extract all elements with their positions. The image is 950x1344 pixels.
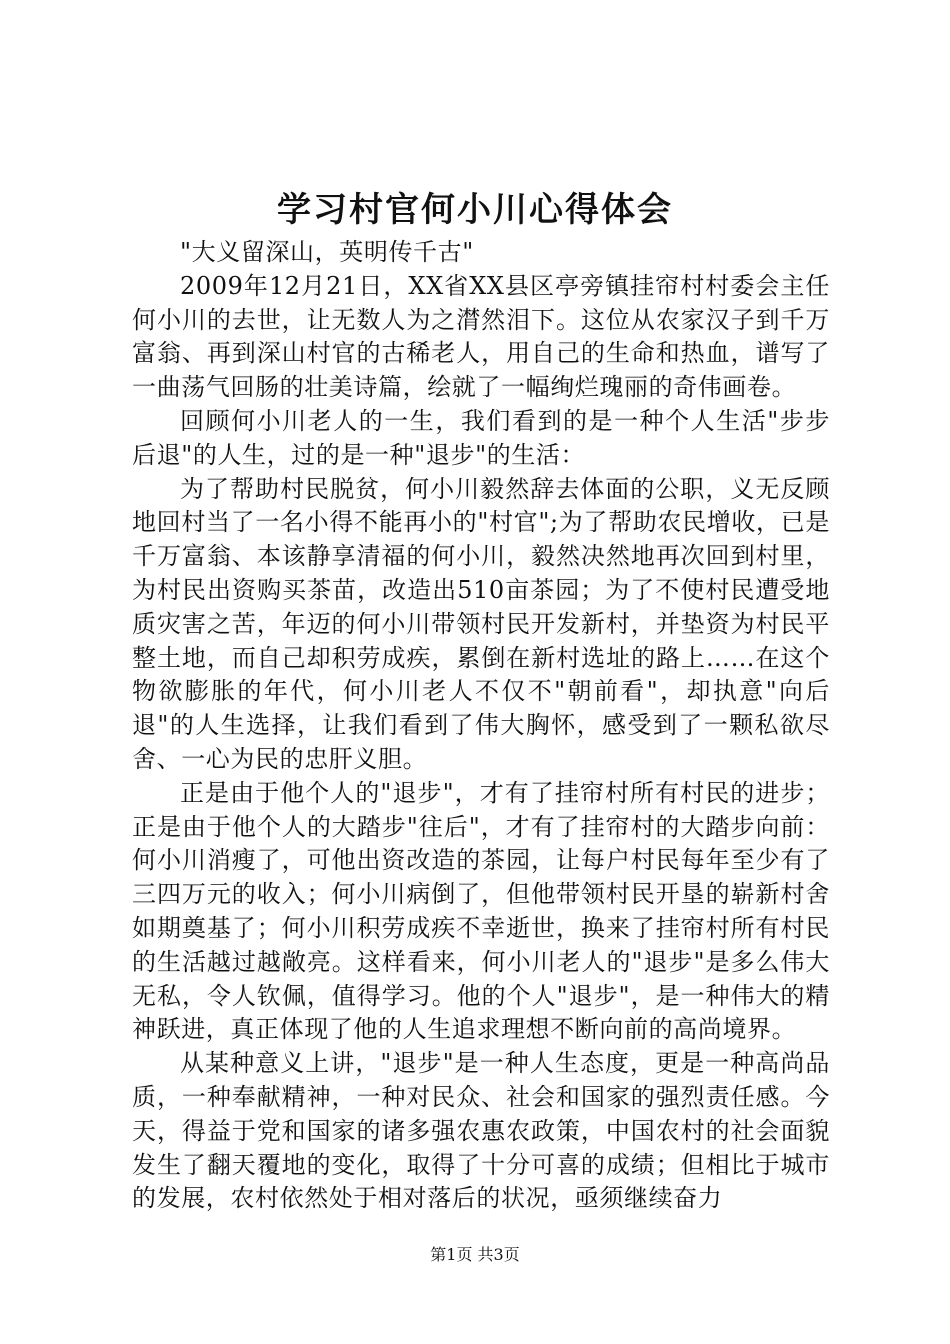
paragraph-meaning: 从某种意义上讲，"退步"是一种人生态度，更是一种高尚品质，一种奉献精神，一种对民众、社会和国家的强烈责任感。今天，得益于党和国家的诸多强农惠农政策，中国农村的社会面貌发生了翻天覆地的变化，取得了十分可喜的成绩；但相比于城市的发展，农村依然处于相对落后的状况，亟须继续奋力 [132, 1049, 830, 1213]
document-body [132, 236, 830, 1216]
page-footer: 第1页 共3页 [430, 1245, 520, 1264]
paragraph-progress: 正是由于他个人的"退步"，才有了挂帘村所有村民的进步；正是由于他个人的大踏步"往后"，才有了挂帘村的大踏步向前：何小川消瘦了，可他出资改造的茶园，让每户村民每年至少有了三四万元的收入；何小川病倒了，但他带领村民开垦的崭新村舍如期奠基了；何小川积劳成疾不幸逝世，换来了挂帘村所有村民的生活越过越敞亮。这样看来，何小川老人的"退步"是多么伟大无私，令人钦佩，值得学习。他的个人"退步"，是一种伟大的精神跃进，真正体现了他的人生追求理想不断向前的高尚境界。 [132, 778, 830, 1044]
paragraph-deeds: 为了帮助村民脱贫，何小川毅然辞去体面的公职，义无反顾地回村当了一名小得不能再小的"村官";为了帮助农民增收，已是千万富翁、本该静享清福的何小川，毅然决然地再次回到村里，为村民出资购买茶苗，改造出510亩茶园；为了不使村民遭受地质灾害之苦，年迈的何小川带领村民开发新村，并垫资为村民平整土地，而自己却积劳成疾，累倒在新村选址的路上……在这个物欲膨胀的年代，何小川老人不仅不"朝前看"，却执意"向后退"的人生选择，让我们看到了伟大胸怀，感受到了一颗私欲尽舍、一心为民的忠肝义胆。 [132, 474, 830, 773]
paragraph-intro: 2009年12月21日，XX省XX县区亭旁镇挂帘村村委会主任何小川的去世，让无数人为之潸然泪下。这位从农家汉子到千万富翁、再到深山村官的古稀老人，用自己的生命和热血，谱写了一曲荡气回肠的壮美诗篇，绘就了一幅绚烂瑰丽的奇伟画卷。 [132, 271, 830, 402]
document-title: 学习村官何小川心得体会 [277, 190, 673, 230]
paragraph-review: 回顾何小川老人的一生，我们看到的是一种个人生活"步步后退"的人生，过的是一种"退步"的生活： [132, 406, 830, 469]
paragraph-quote: "大义留深山，英明传千古" [180, 238, 474, 266]
